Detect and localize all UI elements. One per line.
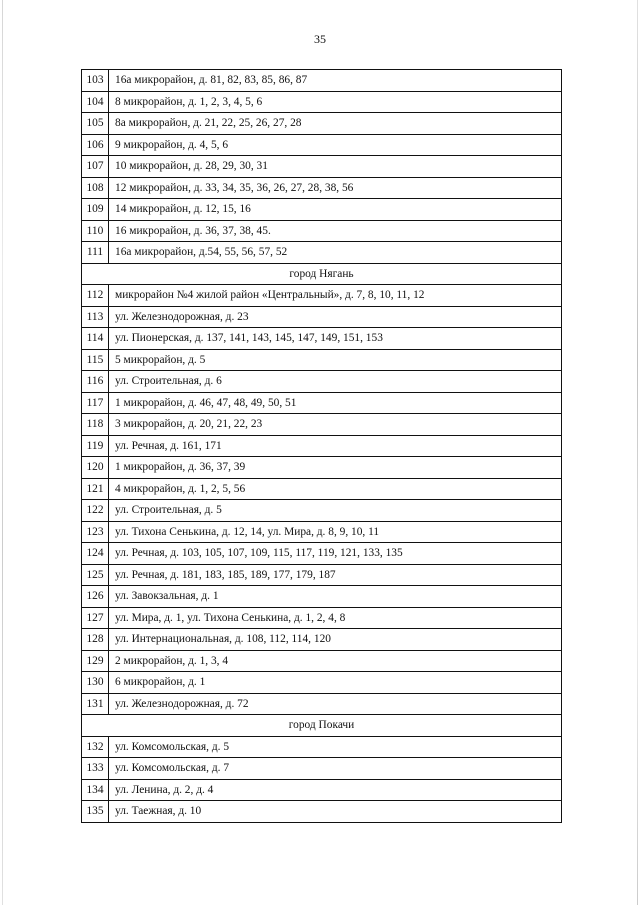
section-header: город Нягань xyxy=(82,263,562,285)
table-row xyxy=(82,779,562,801)
row-address: 6 микрорайон, д. 1 xyxy=(109,672,562,694)
row-address: ул. Железнодорожная, д. 23 xyxy=(109,306,562,328)
address-table-container xyxy=(81,69,562,823)
table-row xyxy=(82,521,562,543)
row-address: ул. Интернациональная, д. 108, 112, 114, 120 xyxy=(109,629,562,651)
row-number: 113 xyxy=(82,306,109,328)
row-address: 10 микрорайон, д. 28, 29, 30, 31 xyxy=(109,156,562,178)
row-number: 107 xyxy=(82,156,109,178)
row-address: ул. Комсомольская, д. 7 xyxy=(109,758,562,780)
table-row xyxy=(82,70,562,92)
table-row xyxy=(82,736,562,758)
row-number: 117 xyxy=(82,392,109,414)
table-row xyxy=(82,693,562,715)
row-number: 109 xyxy=(82,199,109,221)
row-address: ул. Завокзальная, д. 1 xyxy=(109,586,562,608)
table-row xyxy=(82,758,562,780)
row-number: 110 xyxy=(82,220,109,242)
row-address: ул. Железнодорожная, д. 72 xyxy=(109,693,562,715)
table-row xyxy=(82,564,562,586)
table-row xyxy=(82,629,562,651)
row-number: 105 xyxy=(82,113,109,135)
row-address: 9 микрорайон, д. 4, 5, 6 xyxy=(109,134,562,156)
row-number: 134 xyxy=(82,779,109,801)
row-number: 118 xyxy=(82,414,109,436)
row-number: 129 xyxy=(82,650,109,672)
row-address: 1 микрорайон, д. 36, 37, 39 xyxy=(109,457,562,479)
address-table-body xyxy=(82,70,562,823)
row-number: 133 xyxy=(82,758,109,780)
row-number: 104 xyxy=(82,91,109,113)
row-address: ул. Речная, д. 181, 183, 185, 189, 177, 179, 187 xyxy=(109,564,562,586)
address-table xyxy=(81,69,562,823)
table-row xyxy=(82,586,562,608)
row-address: ул. Мира, д. 1, ул. Тихона Сенькина, д. 1, 2, 4, 8 xyxy=(109,607,562,629)
row-address: ул. Строительная, д. 6 xyxy=(109,371,562,393)
row-number: 119 xyxy=(82,435,109,457)
table-row xyxy=(82,156,562,178)
table-row xyxy=(82,113,562,135)
row-number: 124 xyxy=(82,543,109,565)
row-number: 126 xyxy=(82,586,109,608)
table-row xyxy=(82,285,562,307)
row-address: ул. Комсомольская, д. 5 xyxy=(109,736,562,758)
row-number: 116 xyxy=(82,371,109,393)
table-row xyxy=(82,607,562,629)
scan-edge-right xyxy=(637,0,638,905)
row-number: 103 xyxy=(82,70,109,92)
row-address: 1 микрорайон, д. 46, 47, 48, 49, 50, 51 xyxy=(109,392,562,414)
row-number: 115 xyxy=(82,349,109,371)
scan-edge-left xyxy=(2,0,3,905)
row-address: ул. Речная, д. 161, 171 xyxy=(109,435,562,457)
table-row xyxy=(82,672,562,694)
row-number: 132 xyxy=(82,736,109,758)
table-row xyxy=(82,177,562,199)
row-address: ул. Речная, д. 103, 105, 107, 109, 115, 117, 119, 121, 133, 135 xyxy=(109,543,562,565)
row-address: 16 микрорайон, д. 36, 37, 38, 45. xyxy=(109,220,562,242)
table-row xyxy=(82,435,562,457)
row-number: 122 xyxy=(82,500,109,522)
row-address: 2 микрорайон, д. 1, 3, 4 xyxy=(109,650,562,672)
row-address: ул. Тихона Сенькина, д. 12, 14, ул. Мира, д. 8, 9, 10, 11 xyxy=(109,521,562,543)
row-address: 14 микрорайон, д. 12, 15, 16 xyxy=(109,199,562,221)
row-address: 4 микрорайон, д. 1, 2, 5, 56 xyxy=(109,478,562,500)
row-address: 8 микрорайон, д. 1, 2, 3, 4, 5, 6 xyxy=(109,91,562,113)
row-number: 135 xyxy=(82,801,109,823)
page-number: 35 xyxy=(314,32,326,46)
row-number: 125 xyxy=(82,564,109,586)
row-number: 128 xyxy=(82,629,109,651)
row-number: 131 xyxy=(82,693,109,715)
table-row xyxy=(82,478,562,500)
table-row xyxy=(82,543,562,565)
row-address: микрорайон №4 жилой район «Центральный», д. 7, 8, 10, 11, 12 xyxy=(109,285,562,307)
row-address: 16а микрорайон, д. 81, 82, 83, 85, 86, 87 xyxy=(109,70,562,92)
table-row xyxy=(82,414,562,436)
row-address: 16а микрорайон, д.54, 55, 56, 57, 52 xyxy=(109,242,562,264)
row-number: 127 xyxy=(82,607,109,629)
table-row xyxy=(82,199,562,221)
row-address: ул. Строительная, д. 5 xyxy=(109,500,562,522)
table-row xyxy=(82,457,562,479)
table-row xyxy=(82,328,562,350)
row-number: 130 xyxy=(82,672,109,694)
table-row xyxy=(82,220,562,242)
row-number: 106 xyxy=(82,134,109,156)
table-row xyxy=(82,349,562,371)
row-number: 123 xyxy=(82,521,109,543)
section-header-row xyxy=(82,715,562,737)
table-row xyxy=(82,242,562,264)
table-row xyxy=(82,500,562,522)
section-header-row xyxy=(82,263,562,285)
row-number: 121 xyxy=(82,478,109,500)
row-number: 112 xyxy=(82,285,109,307)
row-address: 8а микрорайон, д. 21, 22, 25, 26, 27, 28 xyxy=(109,113,562,135)
table-row xyxy=(82,392,562,414)
table-row xyxy=(82,306,562,328)
row-address: ул. Ленина, д. 2, д. 4 xyxy=(109,779,562,801)
row-address: ул. Пионерская, д. 137, 141, 143, 145, 147, 149, 151, 153 xyxy=(109,328,562,350)
table-row xyxy=(82,91,562,113)
row-number: 120 xyxy=(82,457,109,479)
row-number: 111 xyxy=(82,242,109,264)
table-row xyxy=(82,134,562,156)
row-address: ул. Таежная, д. 10 xyxy=(109,801,562,823)
row-number: 114 xyxy=(82,328,109,350)
table-row xyxy=(82,650,562,672)
table-row xyxy=(82,371,562,393)
section-header: город Покачи xyxy=(82,715,562,737)
row-address: 12 микрорайон, д. 33, 34, 35, 36, 26, 27, 28, 38, 56 xyxy=(109,177,562,199)
row-address: 3 микрорайон, д. 20, 21, 22, 23 xyxy=(109,414,562,436)
table-row xyxy=(82,801,562,823)
row-number: 108 xyxy=(82,177,109,199)
row-address: 5 микрорайон, д. 5 xyxy=(109,349,562,371)
